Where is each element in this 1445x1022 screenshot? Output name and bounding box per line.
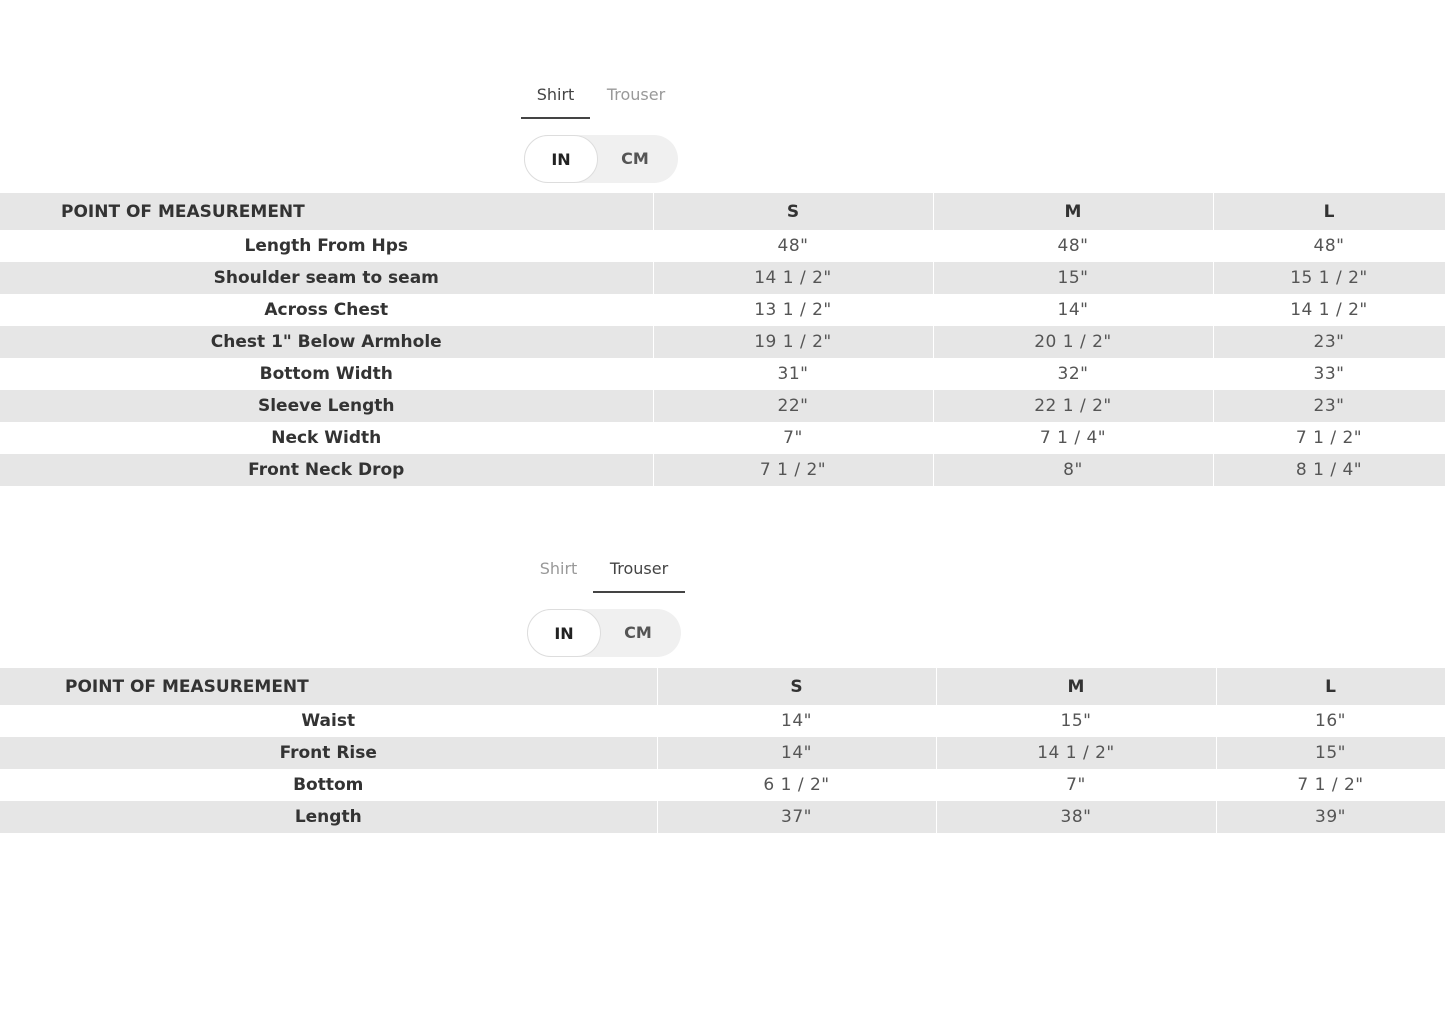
- header-point-of-measurement: POINT OF MEASUREMENT: [0, 193, 653, 230]
- row-label: Chest 1" Below Armhole: [0, 326, 653, 358]
- cell-size-s: 19 1 / 2": [653, 326, 933, 358]
- cell-size-l: 33": [1213, 358, 1445, 390]
- table-row: [0, 294, 1445, 326]
- header-size-l: L: [1216, 668, 1445, 705]
- row-label: Waist: [0, 705, 657, 737]
- tab-trouser[interactable]: Trouser: [606, 85, 666, 104]
- table-row: [0, 230, 1445, 262]
- cell-size-s: 14": [657, 705, 936, 737]
- cell-size-m: 48": [933, 230, 1213, 262]
- cell-size-s: 31": [653, 358, 933, 390]
- table-header-row: [0, 668, 1445, 705]
- tab-trouser[interactable]: Trouser: [593, 556, 685, 593]
- table-row: [0, 390, 1445, 422]
- table-row: [0, 769, 1445, 801]
- shirt-tabs: [521, 82, 682, 122]
- unit-cm-button[interactable]: CM: [621, 149, 649, 168]
- table-row: [0, 705, 1445, 737]
- cell-size-l: 15": [1216, 737, 1445, 769]
- table-row: [0, 422, 1445, 454]
- cell-size-m: 38": [936, 801, 1216, 833]
- cell-size-l: 39": [1216, 801, 1445, 833]
- row-label: Sleeve Length: [0, 390, 653, 422]
- row-label: Length From Hps: [0, 230, 653, 262]
- cell-size-s: 13 1 / 2": [653, 294, 933, 326]
- row-label: Front Neck Drop: [0, 454, 653, 486]
- cell-size-l: 16": [1216, 705, 1445, 737]
- cell-size-l: 7 1 / 2": [1213, 422, 1445, 454]
- header-size-l: L: [1213, 193, 1445, 230]
- cell-size-m: 14": [933, 294, 1213, 326]
- cell-size-s: 14 1 / 2": [653, 262, 933, 294]
- row-label: Bottom: [0, 769, 657, 801]
- row-label: Across Chest: [0, 294, 653, 326]
- cell-size-m: 32": [933, 358, 1213, 390]
- row-label: Shoulder seam to seam: [0, 262, 653, 294]
- trouser-size-table: [0, 668, 1445, 833]
- header-size-m: M: [936, 668, 1216, 705]
- cell-size-l: 15 1 / 2": [1213, 262, 1445, 294]
- cell-size-m: 7 1 / 4": [933, 422, 1213, 454]
- table-row: [0, 326, 1445, 358]
- cell-size-s: 48": [653, 230, 933, 262]
- cell-size-l: 8 1 / 4": [1213, 454, 1445, 486]
- header-size-s: S: [653, 193, 933, 230]
- cell-size-l: 23": [1213, 326, 1445, 358]
- row-label: Length: [0, 801, 657, 833]
- cell-size-m: 15": [933, 262, 1213, 294]
- cell-size-l: 48": [1213, 230, 1445, 262]
- trouser-unit-toggle: [527, 609, 681, 657]
- unit-cm-button[interactable]: CM: [624, 623, 652, 642]
- cell-size-m: 7": [936, 769, 1216, 801]
- row-label: Bottom Width: [0, 358, 653, 390]
- table-row: [0, 358, 1445, 390]
- header-point-of-measurement: POINT OF MEASUREMENT: [0, 668, 657, 705]
- cell-size-l: 7 1 / 2": [1216, 769, 1445, 801]
- shirt-size-table: [0, 193, 1445, 486]
- table-header-row: [0, 193, 1445, 230]
- table-row: [0, 262, 1445, 294]
- cell-size-m: 15": [936, 705, 1216, 737]
- shirt-unit-toggle: [524, 135, 678, 183]
- cell-size-m: 8": [933, 454, 1213, 486]
- cell-size-s: 14": [657, 737, 936, 769]
- cell-size-l: 14 1 / 2": [1213, 294, 1445, 326]
- cell-size-l: 23": [1213, 390, 1445, 422]
- trouser-tabs: [524, 556, 685, 596]
- table-row: [0, 737, 1445, 769]
- cell-size-m: 22 1 / 2": [933, 390, 1213, 422]
- header-size-s: S: [657, 668, 936, 705]
- unit-in-button[interactable]: IN: [524, 135, 598, 183]
- header-size-m: M: [933, 193, 1213, 230]
- cell-size-m: 14 1 / 2": [936, 737, 1216, 769]
- cell-size-s: 7": [653, 422, 933, 454]
- cell-size-m: 20 1 / 2": [933, 326, 1213, 358]
- cell-size-s: 7 1 / 2": [653, 454, 933, 486]
- tab-shirt[interactable]: Shirt: [521, 82, 590, 119]
- table-row: [0, 801, 1445, 833]
- row-label: Neck Width: [0, 422, 653, 454]
- tab-shirt[interactable]: Shirt: [539, 559, 578, 578]
- cell-size-s: 22": [653, 390, 933, 422]
- row-label: Front Rise: [0, 737, 657, 769]
- cell-size-s: 37": [657, 801, 936, 833]
- unit-in-button[interactable]: IN: [527, 609, 601, 657]
- cell-size-s: 6 1 / 2": [657, 769, 936, 801]
- table-row: [0, 454, 1445, 486]
